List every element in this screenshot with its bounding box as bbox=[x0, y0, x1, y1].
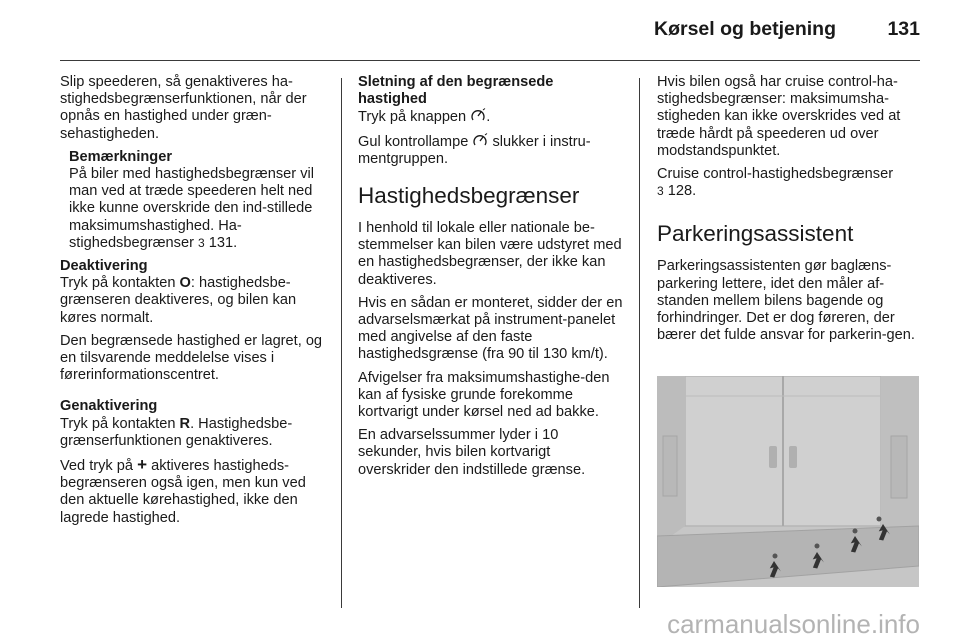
column-divider-2 bbox=[639, 78, 640, 608]
col1-paragraph-1: Slip speederen, så genaktiveres ha-stighedsbegrænserfunktionen, når der opnås en hastighed under græn-sehastigheden. bbox=[60, 74, 307, 142]
column-3 bbox=[657, 74, 922, 350]
limiter-lamp-icon bbox=[470, 109, 486, 125]
yellow-lamp-paragraph bbox=[358, 133, 624, 168]
reactivation-paragraph-1 bbox=[60, 416, 328, 450]
note-text-body: På biler med hastighedsbegrænser vil man ved at træde speederen helt ned ikke kunne overskride den ind-stillede maksimumshastighed. Ha-stighedsbegrænser bbox=[69, 166, 314, 251]
clear-limit-title: Sletning af den begrænsede hastighed bbox=[358, 74, 554, 108]
column-divider-1 bbox=[341, 78, 342, 608]
cruise-ref-text: Cruise control-hastighedsbegrænser bbox=[657, 166, 894, 183]
lamp-text-post: slukker i instru-mentgruppen. bbox=[358, 133, 591, 167]
speed-limiter-heading: Hastighedsbegrænser bbox=[358, 183, 580, 209]
col2-paragraph-4: Hvis en sådan er monteret, sidder der en advarselsmærkat på instrument-panelet med angivelse af den faste hastighedsgrænse (fra 90 til 130 km/t). bbox=[358, 294, 623, 363]
clear-text: Tryk på knappen bbox=[358, 109, 467, 126]
reactivation-title: Genaktivering bbox=[60, 398, 158, 415]
cruise-page-ref: 128. bbox=[667, 183, 697, 200]
switch-r-icon: R bbox=[179, 415, 191, 432]
column-1 bbox=[60, 74, 328, 533]
header-rule bbox=[60, 60, 920, 61]
clear-limit-paragraph: Tryk på knappen . bbox=[358, 109, 491, 126]
lamp-text-pre: Gul kontrollampe bbox=[358, 133, 469, 150]
page-number: 131 bbox=[887, 18, 920, 40]
col3-paragraph-3: Parkeringsassistenten gør baglæns-parkering lettere, idet den måler af-standen mellem bilens bagende og forhindringer. Det er dog føreren, der bærer det fulde ansvar for parkerin-gen. bbox=[657, 258, 915, 344]
react2-text-post: aktiveres hastigheds-begrænseren også igen, men kun ved den aktuelle kørehastighed, ikke den lagrede hastighed. bbox=[60, 458, 306, 526]
column-2 bbox=[358, 74, 624, 485]
react-text-pre: Tryk på kontakten bbox=[60, 415, 176, 432]
header-title: Kørsel og betjening bbox=[653, 18, 836, 40]
plus-icon: + bbox=[137, 455, 148, 475]
parking-assist-heading: Parkeringsassistent bbox=[657, 221, 854, 247]
react-text-post: . Hastighedsbe-grænserfunktionen genaktiveres. bbox=[60, 415, 293, 449]
ref-arrow-icon: 3 bbox=[198, 235, 205, 250]
react2-text-pre: Ved tryk på bbox=[60, 458, 134, 475]
col3-paragraph-1: Hvis bilen også har cruise control-ha-stighedsbegrænser: maksimumsha-stigheden kan ikke overskrides ved at træde hårdt på speederen ud over modstandspunktet. bbox=[657, 74, 901, 159]
deactivation-paragraph-1 bbox=[60, 275, 328, 327]
deact-text-post: : hastighedsbe-grænseren deaktiveres, og bilen kan køres normalt. bbox=[60, 275, 297, 326]
note-text bbox=[69, 166, 328, 252]
deactivation-title: Deaktivering bbox=[60, 258, 148, 275]
note-title: Bemærkninger bbox=[69, 148, 172, 165]
note-box bbox=[60, 149, 328, 252]
ref-arrow-icon: 3 bbox=[657, 184, 664, 199]
parking-sensor-figure bbox=[657, 376, 919, 587]
col2-paragraph-5: Afvigelser fra maksimumshastighe-den kan af fysiske grunde forekomme kortvarigt under kørsel ned ad bakke. bbox=[358, 369, 610, 421]
deactivation-paragraph-2: Den begrænsede hastighed er lagret, og en tilsvarende meddelelse vises i førerinformationscentret. bbox=[60, 332, 323, 384]
deact-text-pre: Tryk på kontakten bbox=[60, 275, 176, 292]
switch-o-icon: O bbox=[179, 275, 191, 292]
col2-paragraph-6: En advarselssummer lyder i 10 sekunder, hvis bilen kortvarigt overskrider den indstillede grænse. bbox=[358, 427, 586, 478]
col2-paragraph-3: I henhold til lokale eller nationale be-stemmelser kan bilen være udstyret med en hastighedsbegrænser, der ikke kan deaktiveres. bbox=[358, 220, 622, 288]
note-page-ref: 131. bbox=[208, 234, 238, 251]
col3-paragraph-2 bbox=[657, 166, 922, 200]
reactivation-paragraph-2 bbox=[60, 456, 328, 527]
watermark: carmanualsonline.info bbox=[667, 609, 920, 639]
limiter-lamp-icon bbox=[472, 134, 488, 150]
